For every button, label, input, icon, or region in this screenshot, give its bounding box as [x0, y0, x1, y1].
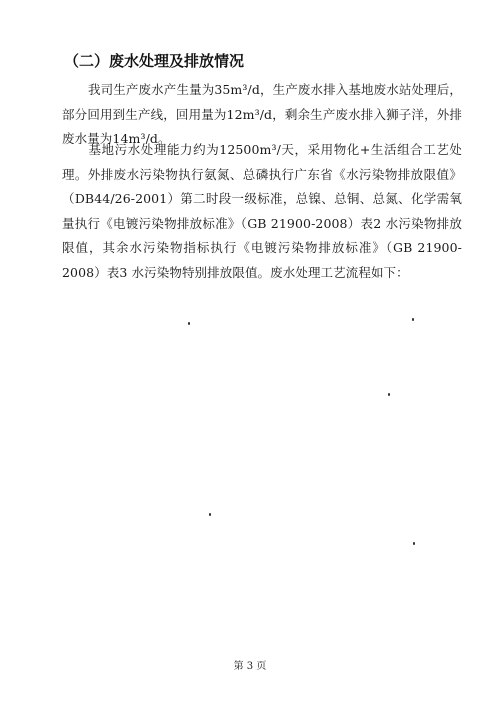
section-heading: （二）废水处理及排放情况: [64, 52, 245, 70]
paragraph-treatment-standards: [62, 138, 462, 285]
scan-speck: [412, 318, 414, 321]
page-number: 第 3 页: [233, 661, 267, 672]
paragraph-text: 基地污水处理能力约为12500m³/天，采用物化+生活组合工艺处理。外排废水污染物执行氨氮、总磷执行广东省《水污染物排放限值》（DB44/26-2001）第二时段一级标准，总镍、总铜、总氮、化学需氧量执行《电镀污染物排放标准》（GB 21900-2008）表2 水污染物排放限值，其余水污染物指标执行《电镀污染物排放标准》（GB 21900-2008）表3 水污染物特别排放限值。废水处理工艺流程如下：: [62, 142, 462, 280]
scan-speck: [209, 513, 211, 516]
paragraph-text: 我司生产废水产生量为35m³/d，生产废水排入基地废水站处理后，部分回用到生产线，回用量为12m³/d，剩余生产废水排入狮子洋，外排废水量为14m³/d。: [62, 82, 462, 146]
scan-speck: [413, 542, 415, 545]
scan-speck: [388, 393, 390, 396]
scan-speck: [188, 322, 190, 325]
